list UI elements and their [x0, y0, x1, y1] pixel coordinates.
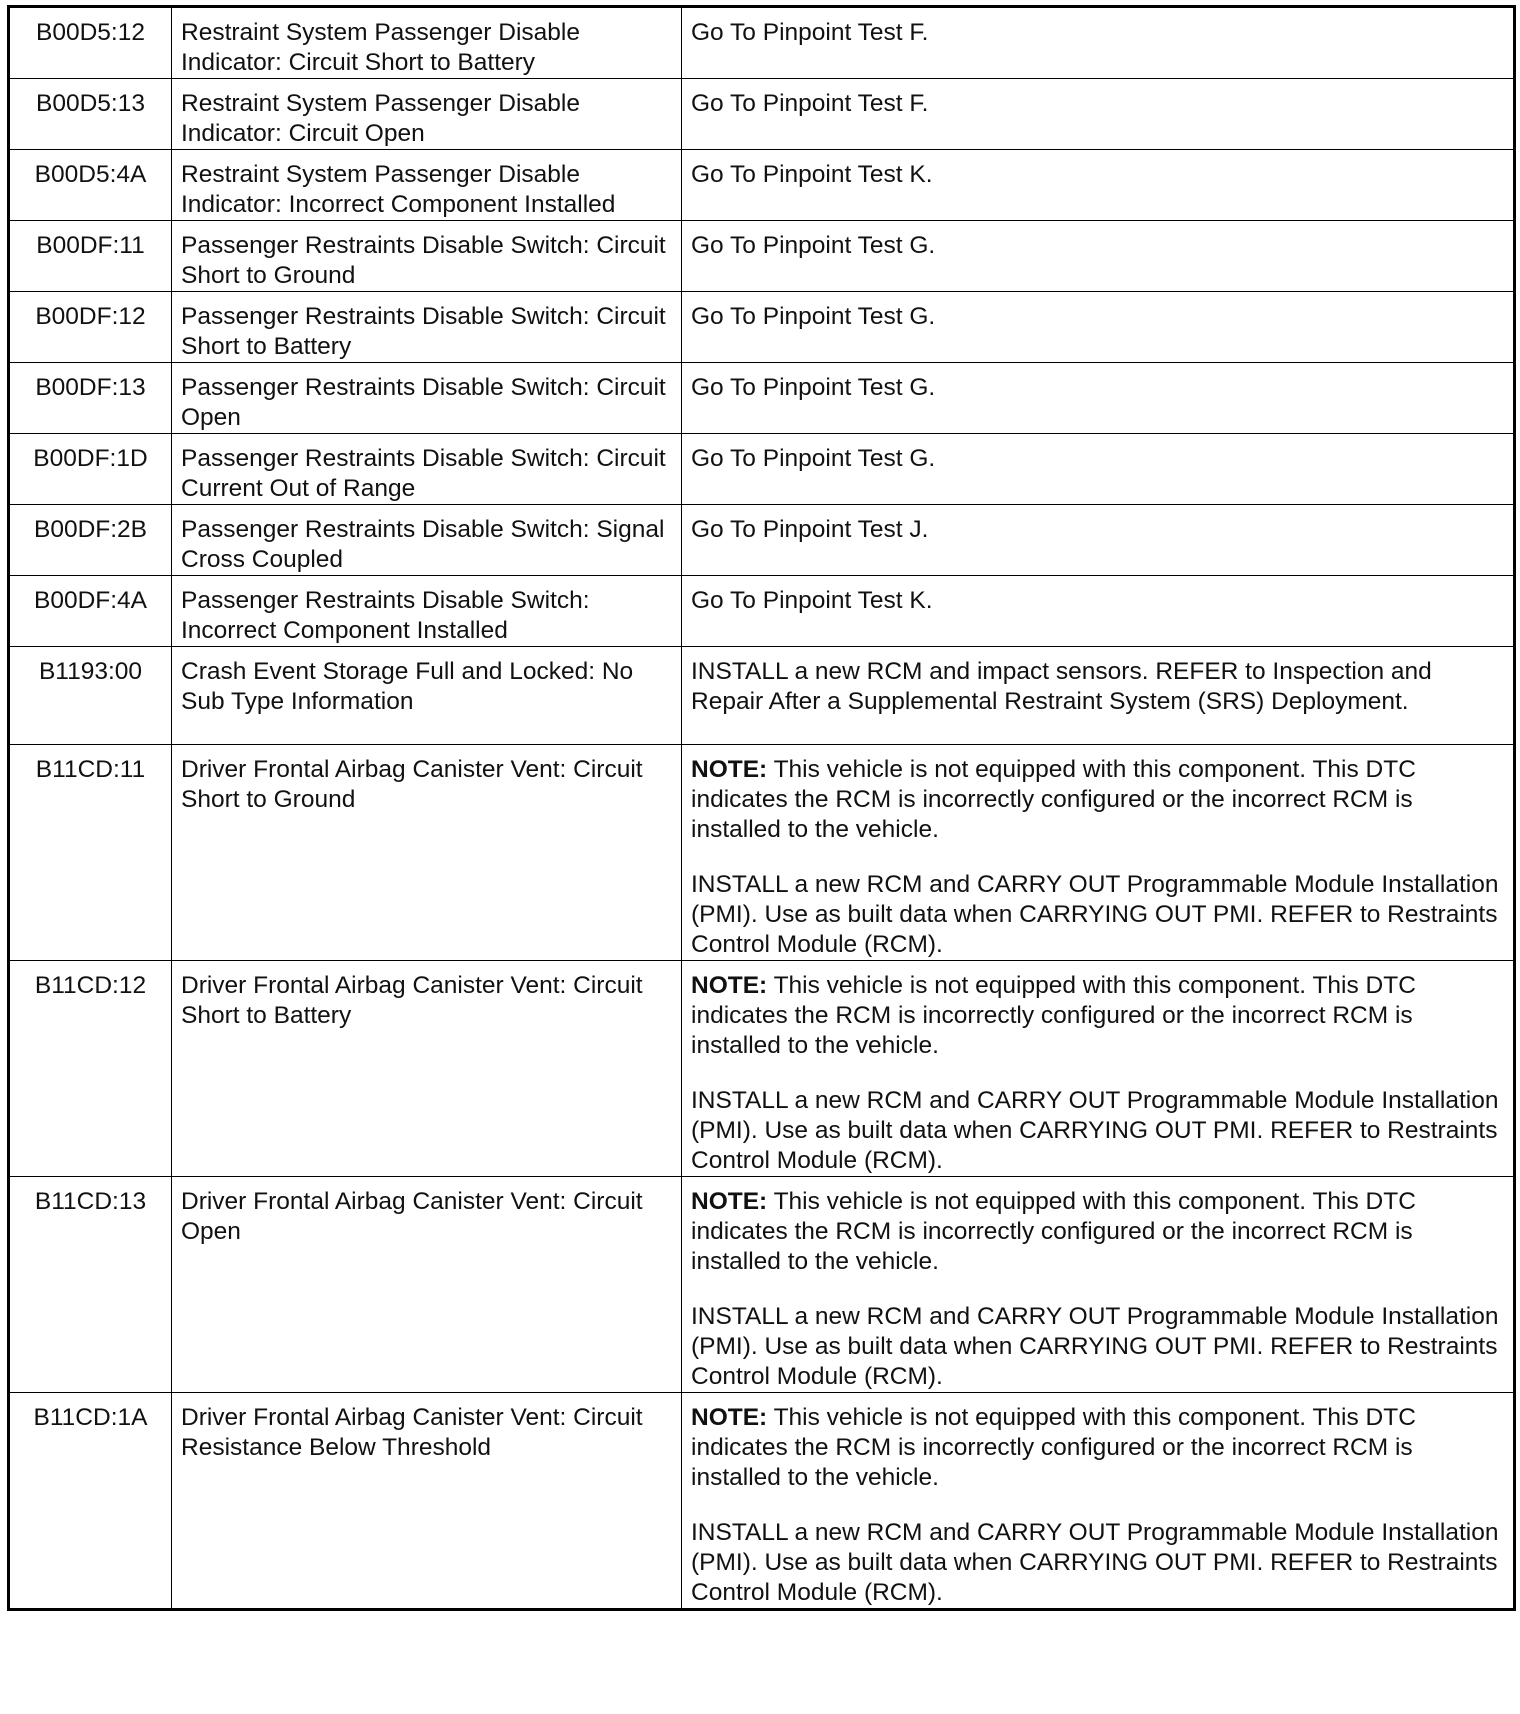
action-paragraph: INSTALL a new RCM and CARRY OUT Programmable Module Installation (PMI). Use as built data when CARRYING OUT PMI. REFER to Restraints Control Module (RCM). [691, 871, 1499, 958]
dtc-code: B00DF:13 [9, 363, 172, 434]
dtc-action: Go To Pinpoint Test G. [682, 221, 1515, 292]
dtc-action: Go To Pinpoint Test J. [682, 505, 1515, 576]
dtc-code: B00DF:4A [9, 576, 172, 647]
dtc-code: B11CD:13 [9, 1177, 172, 1393]
dtc-action [682, 1393, 1515, 1610]
note-label: NOTE: [691, 972, 768, 999]
dtc-description: Restraint System Passenger Disable Indicator: Circuit Open [172, 79, 682, 150]
dtc-description: Passenger Restraints Disable Switch: Circuit Short to Battery [172, 292, 682, 363]
dtc-action: Go To Pinpoint Test G. [682, 434, 1515, 505]
dtc-code: B00DF:2B [9, 505, 172, 576]
dtc-description: Driver Frontal Airbag Canister Vent: Circuit Short to Battery [172, 961, 682, 1177]
table-row [9, 434, 1515, 505]
table-row [9, 1177, 1515, 1393]
dtc-action [682, 961, 1515, 1177]
table-row [9, 292, 1515, 363]
dtc-description: Restraint System Passenger Disable Indicator: Circuit Short to Battery [172, 7, 682, 79]
action-paragraph: INSTALL a new RCM and CARRY OUT Programmable Module Installation (PMI). Use as built data when CARRYING OUT PMI. REFER to Restraints Control Module (RCM). [691, 1519, 1499, 1606]
dtc-code: B00D5:4A [9, 150, 172, 221]
dtc-code: B00DF:11 [9, 221, 172, 292]
dtc-description: Driver Frontal Airbag Canister Vent: Circuit Resistance Below Threshold [172, 1393, 682, 1610]
dtc-action: INSTALL a new RCM and impact sensors. REFER to Inspection and Repair After a Supplemental Restraint System (SRS) Deployment. [682, 647, 1515, 745]
note-label: NOTE: [691, 1404, 768, 1431]
document-page [7, 5, 1513, 1611]
table-row [9, 745, 1515, 961]
note-text: This vehicle is not equipped with this component. This DTC indicates the RCM is incorrectly configured or the incorrect RCM is installed to the vehicle. [691, 972, 1416, 1059]
note-paragraph [691, 755, 1504, 845]
dtc-description: Passenger Restraints Disable Switch: Circuit Open [172, 363, 682, 434]
dtc-code: B00D5:12 [9, 7, 172, 79]
dtc-action: Go To Pinpoint Test F. [682, 7, 1515, 79]
table-row [9, 221, 1515, 292]
dtc-code: B00D5:13 [9, 79, 172, 150]
table-row [9, 647, 1515, 745]
dtc-code: B00DF:12 [9, 292, 172, 363]
dtc-code: B11CD:11 [9, 745, 172, 961]
note-paragraph [691, 971, 1504, 1061]
action-paragraph: INSTALL a new RCM and CARRY OUT Programmable Module Installation (PMI). Use as built data when CARRYING OUT PMI. REFER to Restraints Control Module (RCM). [691, 1087, 1499, 1174]
dtc-description: Passenger Restraints Disable Switch: Signal Cross Coupled [172, 505, 682, 576]
table-row [9, 363, 1515, 434]
table-row [9, 961, 1515, 1177]
dtc-action: Go To Pinpoint Test K. [682, 150, 1515, 221]
dtc-description: Passenger Restraints Disable Switch: Incorrect Component Installed [172, 576, 682, 647]
dtc-description: Crash Event Storage Full and Locked: No Sub Type Information [172, 647, 682, 745]
action-paragraph: INSTALL a new RCM and CARRY OUT Programmable Module Installation (PMI). Use as built data when CARRYING OUT PMI. REFER to Restraints Control Module (RCM). [691, 1303, 1499, 1390]
table-row [9, 1393, 1515, 1610]
dtc-description: Passenger Restraints Disable Switch: Circuit Short to Ground [172, 221, 682, 292]
dtc-description: Passenger Restraints Disable Switch: Circuit Current Out of Range [172, 434, 682, 505]
note-text: This vehicle is not equipped with this component. This DTC indicates the RCM is incorrectly configured or the incorrect RCM is installed to the vehicle. [691, 1188, 1416, 1275]
table-row [9, 7, 1515, 79]
note-text: This vehicle is not equipped with this component. This DTC indicates the RCM is incorrectly configured or the incorrect RCM is installed to the vehicle. [691, 1404, 1416, 1491]
table-row [9, 79, 1515, 150]
dtc-action: Go To Pinpoint Test K. [682, 576, 1515, 647]
note-label: NOTE: [691, 1188, 768, 1215]
table-row [9, 150, 1515, 221]
dtc-action: Go To Pinpoint Test G. [682, 292, 1515, 363]
dtc-action: Go To Pinpoint Test F. [682, 79, 1515, 150]
table-row [9, 576, 1515, 647]
note-paragraph [691, 1403, 1504, 1493]
dtc-action [682, 745, 1515, 961]
dtc-code: B00DF:1D [9, 434, 172, 505]
dtc-description: Driver Frontal Airbag Canister Vent: Circuit Short to Ground [172, 745, 682, 961]
dtc-code: B11CD:1A [9, 1393, 172, 1610]
dtc-code: B1193:00 [9, 647, 172, 745]
note-label: NOTE: [691, 756, 768, 783]
dtc-action: Go To Pinpoint Test G. [682, 363, 1515, 434]
table-row [9, 505, 1515, 576]
dtc-table [7, 5, 1516, 1611]
note-paragraph [691, 1187, 1504, 1277]
dtc-code: B11CD:12 [9, 961, 172, 1177]
dtc-action [682, 1177, 1515, 1393]
dtc-description: Restraint System Passenger Disable Indicator: Incorrect Component Installed [172, 150, 682, 221]
note-text: This vehicle is not equipped with this component. This DTC indicates the RCM is incorrectly configured or the incorrect RCM is installed to the vehicle. [691, 756, 1416, 843]
dtc-description: Driver Frontal Airbag Canister Vent: Circuit Open [172, 1177, 682, 1393]
